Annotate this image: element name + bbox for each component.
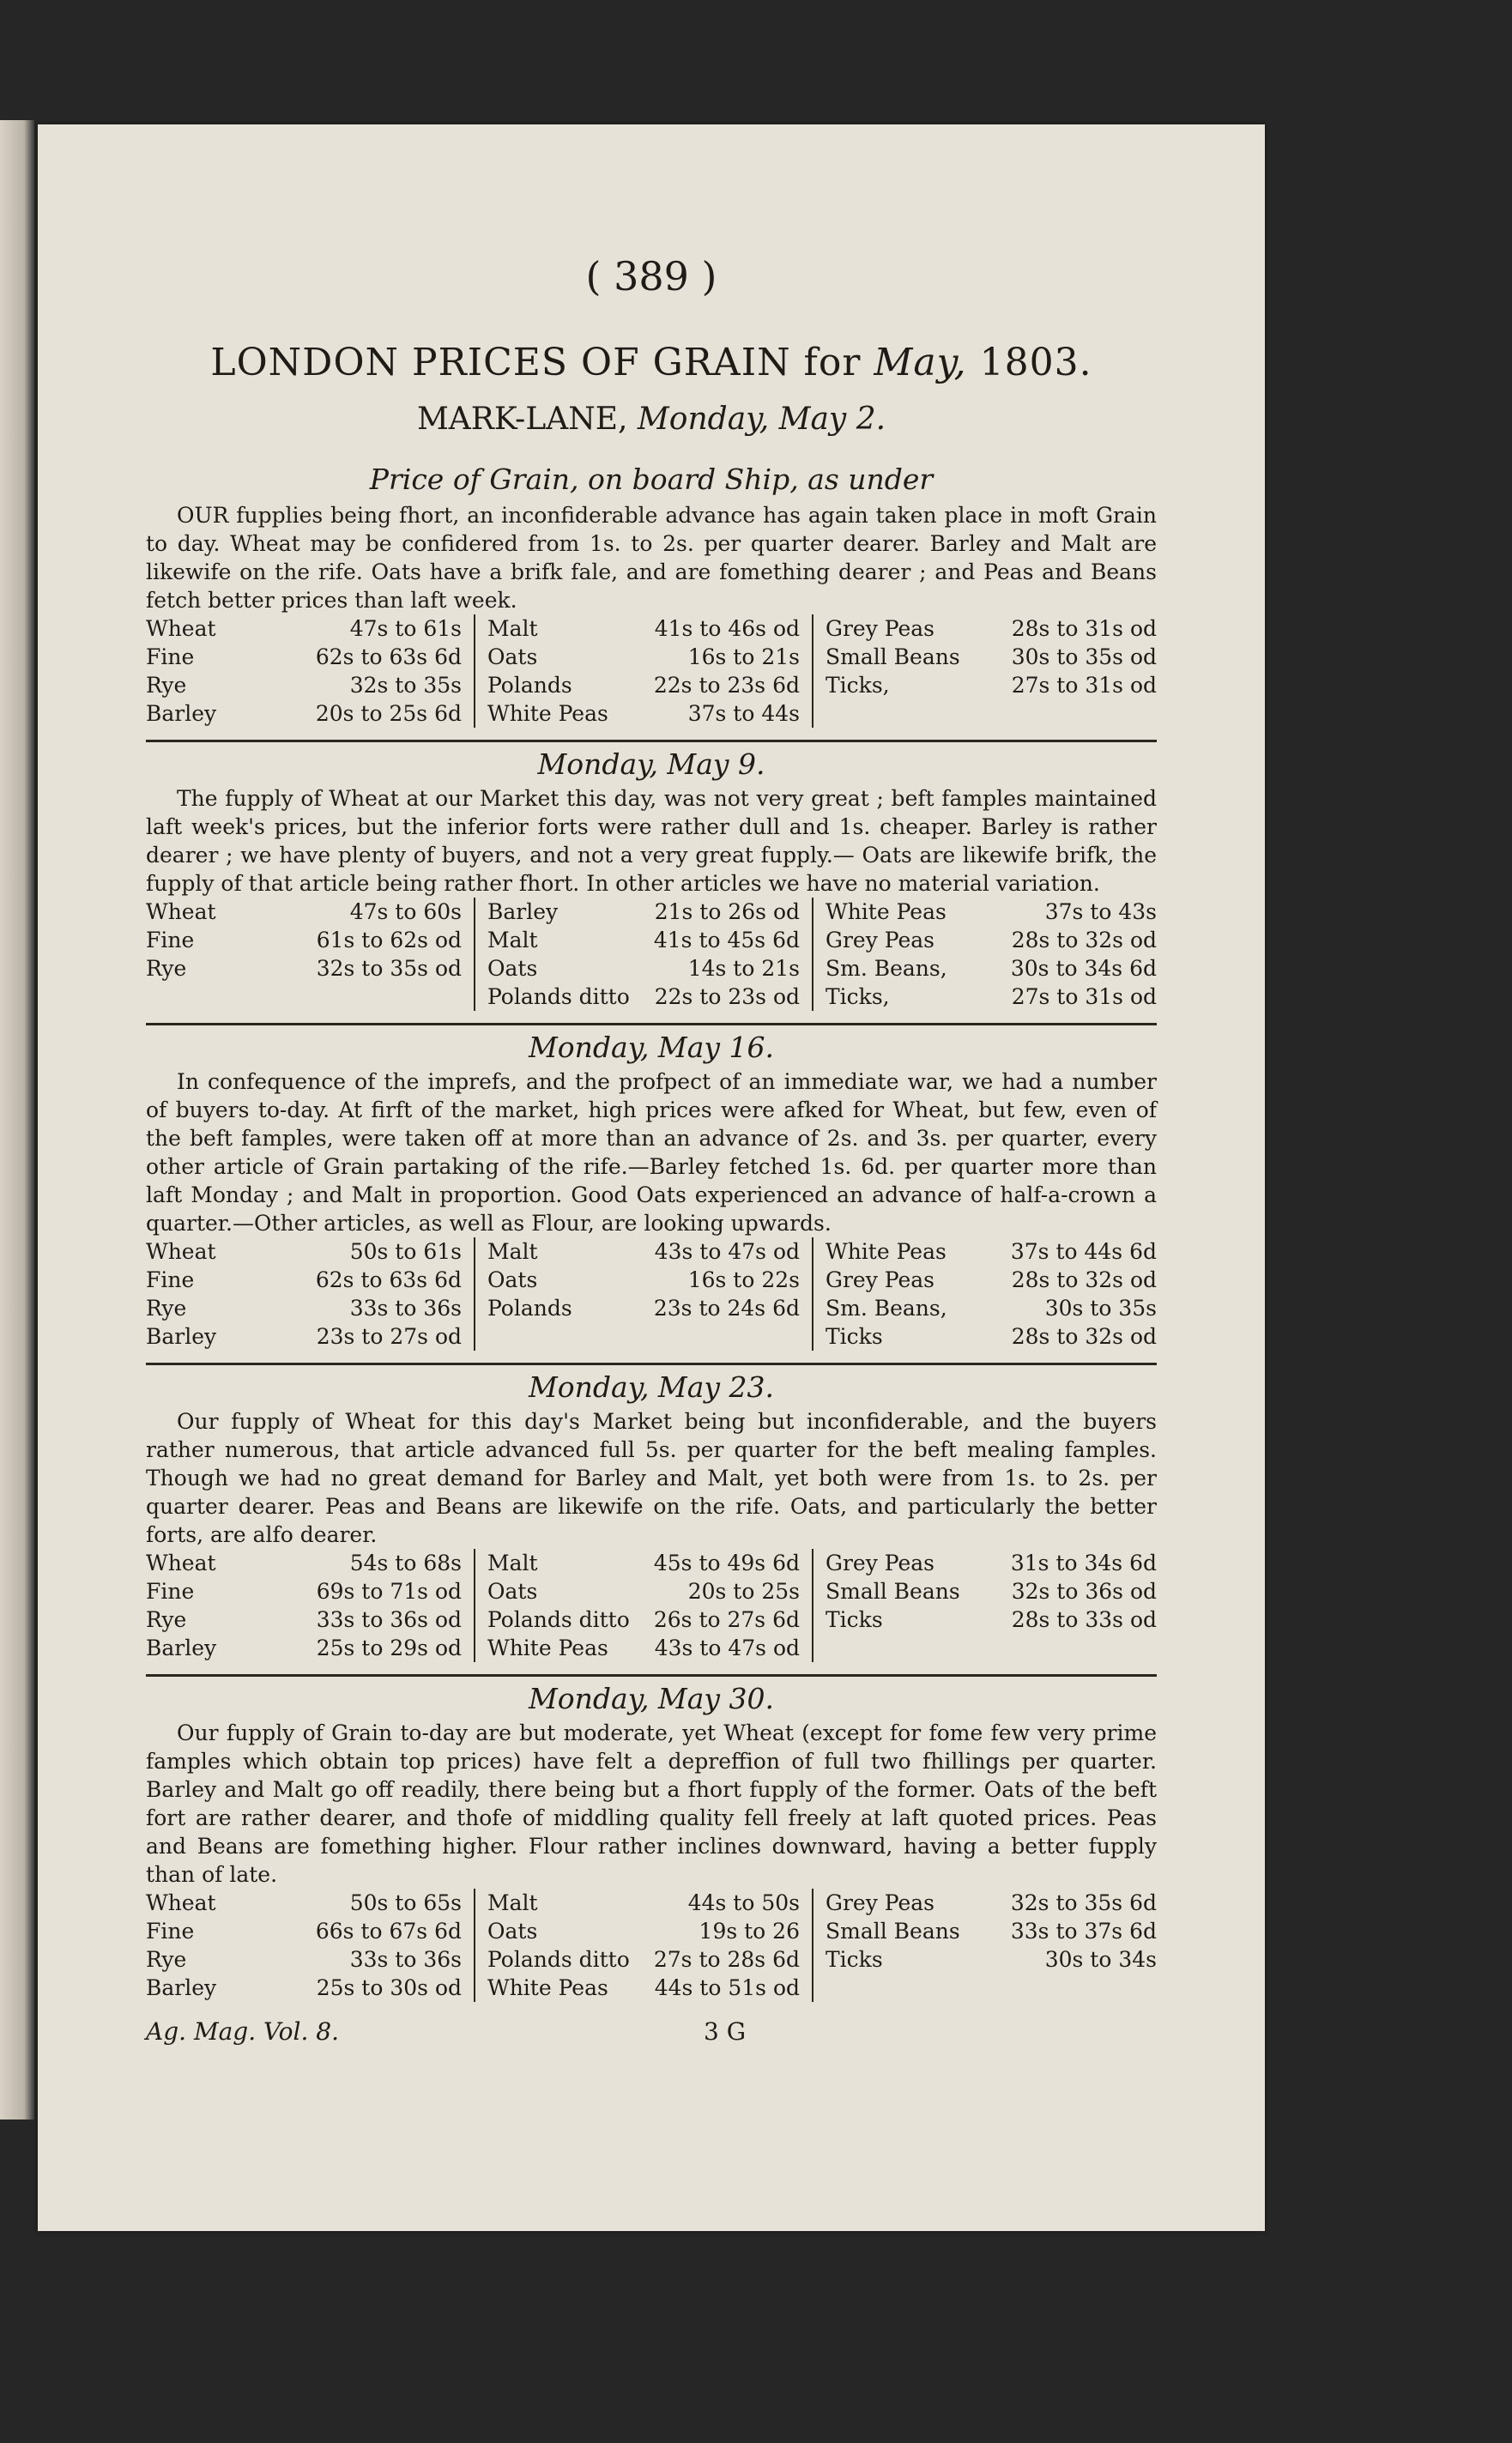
grain-price: 20s to 25s (687, 1579, 800, 1604)
grain-name: White Peas (826, 899, 947, 924)
price-row (487, 699, 800, 728)
price-column (813, 1237, 1157, 1351)
grain-price: 30s to 34s 6d (1010, 956, 1157, 981)
price-row (146, 1634, 462, 1662)
grain-name: Rye (146, 956, 187, 981)
market-report-text: Our fupply of Wheat for this day's Market being but inconfiderable, and the buyers rather numerous, that article advanced full 5s. per quarter for the beft mealing famples. Though we had no great demand for Barley and Malt, yet both were from 1s. to 2s. per quarter dearer. Peas and Beans are likewife on the rife. Oats, and particularly the better forts, are alfo dearer. (146, 1409, 1157, 1547)
price-row (826, 1237, 1157, 1266)
grain-name: Fine (146, 1919, 195, 1944)
price-column (475, 614, 813, 728)
price-row (487, 1974, 800, 2002)
grain-name: Barley (487, 899, 559, 924)
section-heading: Monday, May 23. (528, 1370, 775, 1404)
grain-price: 37s to 44s (687, 701, 800, 726)
grain-name: Grey Peas (826, 1551, 935, 1575)
grain-name: Rye (146, 1947, 187, 1972)
title-main: LONDON PRICES OF GRAIN for (210, 341, 874, 384)
price-row (826, 1577, 1157, 1605)
grain-price: 32s to 35s (349, 673, 462, 698)
grain-name: White Peas (487, 701, 608, 726)
grain-name: Malt (487, 1239, 538, 1264)
page-content (146, 253, 1157, 2046)
grain-name: Rye (146, 1296, 187, 1321)
grain-name: Oats (487, 1579, 538, 1604)
price-column (813, 898, 1157, 1011)
grain-price: 32s to 36s od (1011, 1579, 1157, 1604)
price-table (146, 1889, 1157, 2002)
page (38, 124, 1265, 2231)
grain-name: Fine (146, 644, 195, 669)
market-report-text: In confequence of the imprefs, and the profpect of an immediate war, we had a number of buyers to-day. At firft of the market, high prices were afked for Wheat, but few, even of the beft famples, were taken off at more than an advance of 2s. and 3s. per quarter, every other article of Grain partaking of the rife.—Barley fetched 1s. 6d. per quarter more than laft Monday ; and Malt in proportion. Good Oats experienced an advance of half-a-crown a quarter.—Other articles, as well as Flour, are looking upwards. (146, 1069, 1157, 1236)
grain-price: 27s to 31s od (1011, 673, 1157, 698)
grain-name: Grey Peas (826, 616, 935, 641)
price-row (487, 1945, 800, 1974)
grain-price: 30s to 35s od (1011, 644, 1157, 669)
price-row (146, 1237, 462, 1266)
grain-name: Small Beans (826, 1919, 960, 1944)
price-row (146, 1889, 462, 1917)
page-title (146, 341, 1157, 384)
grain-name: Barley (146, 1636, 217, 1660)
grain-price: 62s to 63s 6d (315, 644, 462, 669)
price-table (146, 614, 1157, 728)
grain-name: Wheat (146, 1890, 216, 1915)
price-row (487, 1889, 800, 1917)
facing-page-edge (0, 120, 34, 2119)
price-row (826, 898, 1157, 926)
grain-price: 66s to 67s 6d (315, 1919, 462, 1944)
grain-name: Barley (146, 1324, 217, 1349)
grain-price: 14s to 21s (687, 956, 800, 981)
price-row (487, 643, 800, 671)
price-row (146, 614, 462, 643)
grain-price: 43s to 47s od (654, 1636, 800, 1660)
price-row (146, 1577, 462, 1605)
price-row (487, 614, 800, 643)
grain-price: 37s to 43s (1044, 899, 1157, 924)
grain-price: 16s to 21s (687, 644, 800, 669)
price-column (475, 1549, 813, 1662)
price-row (826, 983, 1157, 1011)
price-row (826, 614, 1157, 643)
price-row (146, 1549, 462, 1577)
grain-price: 32s to 35s 6d (1010, 1890, 1157, 1915)
grain-price: 37s to 44s 6d (1010, 1239, 1157, 1264)
grain-price: 41s to 46s od (654, 616, 800, 641)
grain-name: Grey Peas (826, 1267, 935, 1292)
price-row (826, 954, 1157, 983)
price-column (146, 898, 475, 1011)
grain-price: 45s to 49s 6d (653, 1551, 800, 1575)
price-row (487, 898, 800, 926)
grain-name: Malt (487, 616, 538, 641)
grain-price: 47s to 60s (349, 899, 462, 924)
grain-name: White Peas (487, 1636, 608, 1660)
grain-price: 33s to 37s 6d (1010, 1919, 1157, 1944)
grain-price: 25s to 29s od (316, 1636, 462, 1660)
price-row (826, 671, 1157, 699)
price-row (146, 926, 462, 954)
grain-price: 28s to 32s od (1011, 1324, 1157, 1349)
grain-price: 69s to 71s od (316, 1579, 462, 1604)
grain-price: 33s to 36s od (316, 1607, 462, 1632)
market-report-text: The fupply of Wheat at our Market this day, was not very great ; beft famples maintained laft week's prices, but the inferior forts were rather dull and 1s. cheaper. Barley is rather dearer ; we have plenty of buyers, and not a very great fupply.— Oats are likewife brifk, the fupply of that article being rather fhort. In other articles we have no material variation. (146, 786, 1157, 896)
grain-price: 44s to 50s (687, 1890, 800, 1915)
grain-price: 16s to 22s (687, 1267, 800, 1292)
grain-price: 33s to 36s (349, 1296, 462, 1321)
section-heading: Monday, May 9. (537, 747, 765, 781)
grain-name: Small Beans (826, 644, 960, 669)
price-row (487, 983, 800, 1011)
grain-name: Fine (146, 928, 195, 952)
section-divider (146, 1023, 1157, 1025)
price-row (487, 1549, 800, 1577)
grain-name: Wheat (146, 1551, 216, 1575)
price-row (826, 1605, 1157, 1634)
price-row (146, 898, 462, 926)
price-row (146, 1266, 462, 1294)
grain-price: 23s to 24s 6d (653, 1296, 800, 1321)
subtitle-place: MARK-LANE, (416, 402, 638, 437)
grain-name: Polands ditto (487, 1947, 630, 1972)
grain-price: 43s to 47s od (654, 1239, 800, 1264)
price-column (146, 614, 475, 728)
grain-price: 22s to 23s od (654, 984, 800, 1009)
price-row (146, 699, 462, 728)
section-divider (146, 1363, 1157, 1365)
grain-name: Barley (146, 1975, 217, 2000)
grain-name: Polands (487, 673, 572, 698)
price-column (475, 1237, 813, 1351)
price-row (146, 954, 462, 983)
grain-price: 25s to 30s od (316, 1975, 462, 2000)
price-row (826, 1889, 1157, 1917)
price-table (146, 1237, 1157, 1351)
grain-price: 47s to 61s (349, 616, 462, 641)
page-footer (146, 2017, 1157, 2046)
grain-price: 50s to 65s (349, 1890, 462, 1915)
price-column (146, 1549, 475, 1662)
section-heading: Monday, May 30. (528, 1682, 775, 1715)
price-row (826, 1294, 1157, 1322)
grain-name: Wheat (146, 899, 216, 924)
grain-price: 22s to 23s 6d (653, 673, 800, 698)
price-row (826, 1945, 1157, 1974)
grain-name: Oats (487, 644, 538, 669)
grain-price: 26s to 27s 6d (653, 1607, 800, 1632)
grain-name: Fine (146, 1267, 195, 1292)
price-row (487, 1634, 800, 1662)
price-row (146, 643, 462, 671)
price-row (487, 671, 800, 699)
grain-name: Sm. Beans, (826, 956, 947, 981)
grain-price: 28s to 32s od (1011, 1267, 1157, 1292)
grain-name: Grey Peas (826, 928, 935, 952)
price-column (146, 1237, 475, 1351)
grain-name: Rye (146, 673, 187, 698)
grain-price: 19s to 26 (699, 1919, 800, 1944)
title-year: 1803. (966, 341, 1092, 384)
price-column (813, 614, 1157, 728)
market-subtitle (146, 402, 1157, 437)
grain-price: 41s to 45s 6d (653, 928, 800, 952)
grain-name: Ticks (826, 1607, 883, 1632)
grain-name: Grey Peas (826, 1890, 935, 1915)
price-column (813, 1549, 1157, 1662)
grain-name: Wheat (146, 616, 216, 641)
price-row (146, 1917, 462, 1945)
grain-price: 21s to 26s od (654, 899, 800, 924)
grain-name: Ticks, (826, 673, 890, 698)
gathering-mark: 3 G (704, 2017, 747, 2046)
grain-name: Ticks (826, 1947, 883, 1972)
price-row (826, 926, 1157, 954)
grain-name: White Peas (487, 1975, 608, 2000)
grain-price: 31s to 34s 6d (1010, 1551, 1157, 1575)
price-row (826, 1322, 1157, 1351)
page-number: ( 389 ) (585, 253, 717, 299)
grain-price: 27s to 28s 6d (653, 1947, 800, 1972)
grain-name: Ticks (826, 1324, 883, 1349)
price-caption: Price of Grain, on board Ship, as under (369, 463, 934, 496)
price-row (146, 1945, 462, 1974)
grain-price: 28s to 31s od (1011, 616, 1157, 641)
grain-price: 28s to 32s od (1011, 928, 1157, 952)
grain-price: 61s to 62s od (316, 928, 462, 952)
price-row (487, 1917, 800, 1945)
grain-name: Malt (487, 1551, 538, 1575)
grain-price: 33s to 36s (349, 1947, 462, 1972)
market-report-text: Our fupply of Grain to-day are but moderate, yet Wheat (except for fome few very prime famples which obtain top prices) have felt a depreffion of full two fhillings per quarter. Barley and Malt go off readily, there being but a fhort fupply of the former. Oats of the beft fort are rather dearer, and thofe of middling quality fell freely at laft quoted prices. Peas and Beans are fomething higher. Flour rather inclines downward, having a better fupply than of late. (146, 1720, 1157, 1887)
grain-name: Polands ditto (487, 1607, 630, 1632)
price-row (146, 1605, 462, 1634)
price-row (487, 1266, 800, 1294)
price-row (487, 1577, 800, 1605)
grain-name: Wheat (146, 1239, 216, 1264)
grain-name: Ticks, (826, 984, 890, 1009)
price-column (475, 1889, 813, 2002)
grain-name: Fine (146, 1579, 195, 1604)
price-row (487, 1605, 800, 1634)
grain-name: Oats (487, 956, 538, 981)
subtitle-date: Monday, May 2. (637, 402, 886, 437)
price-row (487, 926, 800, 954)
grain-price: 20s to 25s 6d (315, 701, 462, 726)
report-sections (146, 501, 1157, 2002)
grain-name: Barley (146, 701, 217, 726)
price-column (813, 1889, 1157, 2002)
grain-price: 44s to 51s od (654, 1975, 800, 2000)
price-row (826, 1549, 1157, 1577)
title-month: May, (874, 341, 967, 384)
grain-price: 30s to 35s (1044, 1296, 1157, 1321)
grain-name: Oats (487, 1267, 538, 1292)
grain-price: 30s to 34s (1044, 1947, 1157, 1972)
price-row (487, 1237, 800, 1266)
grain-price: 54s to 68s (349, 1551, 462, 1575)
grain-price: 32s to 35s od (316, 956, 462, 981)
grain-name: Rye (146, 1607, 187, 1632)
grain-price: 27s to 31s od (1011, 984, 1157, 1009)
signature-mark: Ag. Mag. Vol. 8. (146, 2017, 340, 2046)
grain-price: 62s to 63s 6d (315, 1267, 462, 1292)
price-column (146, 1889, 475, 2002)
price-row (826, 1917, 1157, 1945)
price-row (146, 671, 462, 699)
price-row (487, 954, 800, 983)
grain-name: Polands (487, 1296, 572, 1321)
price-row (146, 1974, 462, 2002)
grain-price: 23s to 27s od (316, 1324, 462, 1349)
grain-name: Malt (487, 928, 538, 952)
grain-name: Malt (487, 1890, 538, 1915)
section-divider (146, 1674, 1157, 1677)
section-divider (146, 740, 1157, 742)
price-table (146, 1549, 1157, 1662)
section-heading: Monday, May 16. (528, 1031, 775, 1064)
grain-name: White Peas (826, 1239, 947, 1264)
market-report-text: OUR fupplies being fhort, an inconfiderable advance has again taken place in moft Grain to day. Wheat may be confidered from 1s. to 2s. per quarter dearer. Barley and Malt are likewife on the rife. Oats have a brifk fale, and are fomething dearer ; and Peas and Beans fetch better prices than laft week. (146, 503, 1157, 613)
grain-name: Polands ditto (487, 984, 630, 1009)
grain-name: Oats (487, 1919, 538, 1944)
price-row (487, 1294, 800, 1322)
grain-price: 28s to 33s od (1011, 1607, 1157, 1632)
price-row (826, 643, 1157, 671)
price-column (475, 898, 813, 1011)
price-table (146, 898, 1157, 1011)
grain-name: Small Beans (826, 1579, 960, 1604)
price-row (146, 1294, 462, 1322)
price-row (146, 1322, 462, 1351)
grain-name: Sm. Beans, (826, 1296, 947, 1321)
grain-price: 50s to 61s (349, 1239, 462, 1264)
price-row (826, 1266, 1157, 1294)
